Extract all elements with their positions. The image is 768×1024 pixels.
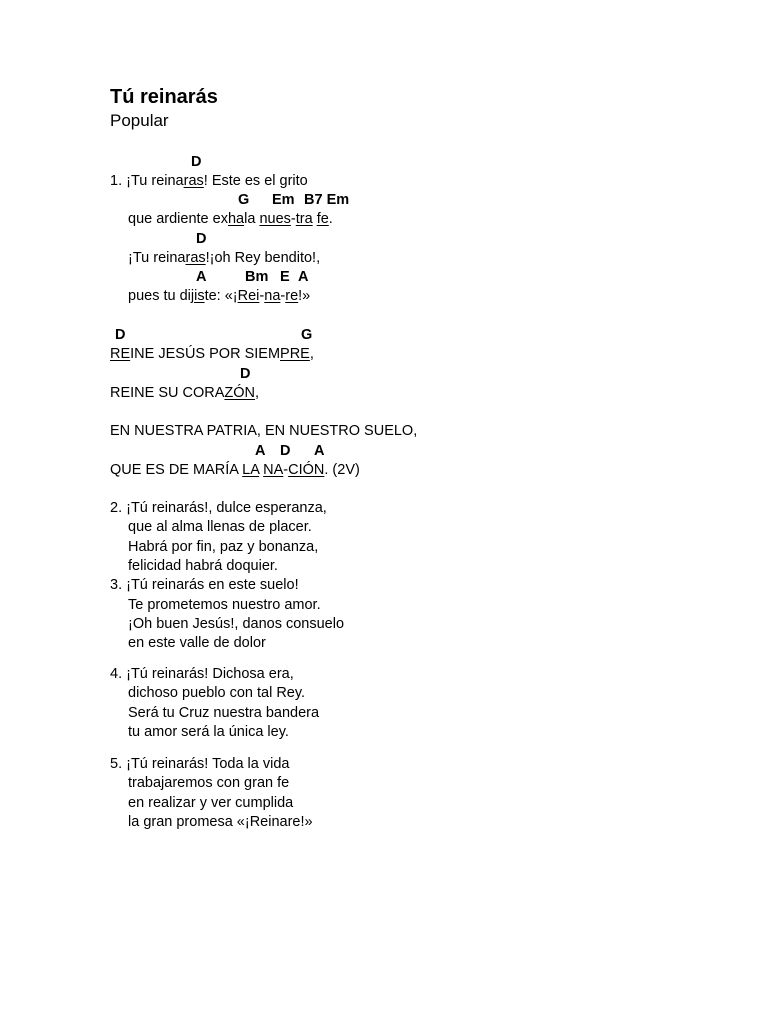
chord: Bm — [245, 269, 269, 285]
chorus-line4: QUE ES DE MARÍA LA NA-CIÓN. (2V) — [110, 462, 360, 478]
chord: D — [196, 231, 207, 247]
song-subtitle: Popular — [110, 111, 169, 130]
verse4-line4: tu amor será la única ley. — [128, 724, 289, 740]
verse5-line3: en realizar y ver cumplida — [128, 795, 294, 811]
verse2-line2: que al alma llenas de placer. — [128, 519, 312, 535]
verse1-line4: pues tu dijiste: «¡Rei-na-re!» — [128, 288, 311, 304]
verse3-line3: ¡Oh buen Jesús!, danos consuelo — [128, 616, 345, 632]
chord: D — [191, 154, 202, 170]
verse5-line2: trabajaremos con gran fe — [128, 775, 290, 791]
verse3-line1: 3. ¡Tú reinarás en este suelo! — [110, 577, 299, 593]
chorus-line1: REINE JESÚS POR SIEMPRE, — [110, 346, 314, 362]
verse1-line1: 1. ¡Tu reinaras! Este es el grito — [110, 173, 308, 189]
chord: A — [314, 443, 325, 459]
song-title: Tú reinarás — [110, 86, 218, 108]
chorus-line2: REINE SU CORAZÓN, — [110, 385, 260, 401]
chord: A — [196, 269, 207, 285]
verse2-line1: 2. ¡Tú reinarás!, dulce esperanza, — [110, 500, 327, 516]
chord: D — [115, 327, 126, 343]
verse1-line2: que ardiente exhala nues-tra fe. — [128, 211, 333, 227]
chord: Em — [272, 192, 295, 208]
chord: E — [280, 269, 290, 285]
verse4-line1: 4. ¡Tú reinarás! Dichosa era, — [110, 666, 294, 682]
chord: G — [238, 192, 250, 208]
verse3-line4: en este valle de dolor — [128, 635, 266, 651]
verse3-line2: Te prometemos nuestro amor. — [128, 597, 321, 613]
verse1-line3: ¡Tu reinaras!¡oh Rey bendito!, — [128, 250, 321, 266]
chord: D — [280, 443, 291, 459]
verse4-line3: Será tu Cruz nuestra bandera — [128, 705, 320, 721]
chord: A — [298, 269, 309, 285]
verse2-line4: felicidad habrá doquier. — [128, 558, 278, 574]
chord: A — [255, 443, 266, 459]
chord: G — [301, 327, 313, 343]
chorus-line3: EN NUESTRA PATRIA, EN NUESTRO SUELO, — [110, 423, 418, 439]
verse5-line1: 5. ¡Tú reinarás! Toda la vida — [110, 756, 290, 772]
verse2-line3: Habrá por fin, paz y bonanza, — [128, 539, 319, 555]
verse4-line2: dichoso pueblo con tal Rey. — [128, 685, 306, 701]
chord: B7 Em — [304, 192, 350, 208]
chord: D — [240, 366, 251, 382]
verse5-line4: la gran promesa «¡Reinare!» — [128, 814, 313, 830]
